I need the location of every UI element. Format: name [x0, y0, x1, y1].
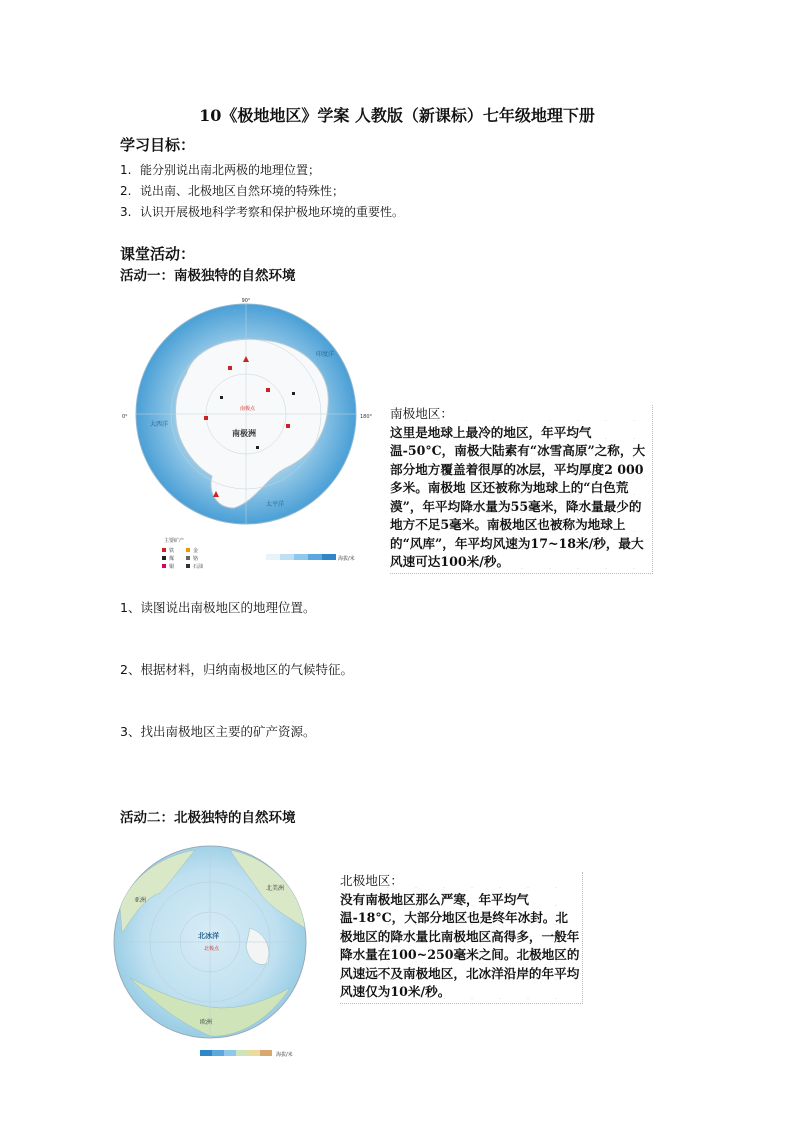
- map-ocean-left: 大西洋: [150, 421, 169, 428]
- svg-text:铁: 铁: [169, 548, 175, 554]
- map-lon-left: 0°: [122, 414, 128, 420]
- map-lon-top: 90°: [241, 298, 251, 304]
- arctic-note-body: 没有南极地区那么严寒，年平均气温-18°C，大部分地区也是终年冰封。北极地区的降水量比南极地区高得多，一般年降水量在100~250毫米之间。北极地区的风速远不及南极地区，北冰洋沿岸的年平均风速仅为10米/秒。: [340, 891, 580, 999]
- svg-text:海拔/米: 海拔/米: [338, 556, 355, 562]
- map-north-pole: 北极点: [204, 946, 220, 952]
- arctic-legend: [200, 1050, 293, 1058]
- arctic-note: [340, 872, 583, 1004]
- svg-text:石油: 石油: [193, 564, 204, 570]
- activities-heading: 课堂活动：: [120, 245, 196, 263]
- question-3: 3、找出南极地区主要的矿产资源。: [120, 724, 316, 739]
- antarctic-note-body: 这里是地球上最冷的地区，年平均气温-50°C，南极大陆素有“冰雪高原”之称，大部分地方覆盖着很厚的冰层，平均厚度2 000多米。南极地 区还被称为地球上的“白色荒漠”，年平均降水量为55毫米，降水量最少的地方不足5毫米。南极地区也被称为地球上的“风库”，年平均风速为17~18米/秒，最大风速可达100米/秒。: [390, 424, 646, 569]
- map-legend: [162, 537, 355, 570]
- map-north-america: 北美洲: [266, 885, 285, 892]
- svg-text:金: 金: [193, 548, 199, 554]
- svg-text:铜: 铜: [169, 564, 175, 570]
- objectives-list: [120, 160, 404, 223]
- map-ocean-bottom: 太平洋: [266, 501, 285, 508]
- map-arctic-ocean: 北冰洋: [198, 932, 219, 940]
- map-continent-label: 南极洲: [232, 429, 256, 438]
- svg-text:海拔/米: 海拔/米: [276, 1052, 293, 1058]
- question-2: 2、根据材料，归纳南极地区的气候特征。: [120, 662, 353, 677]
- objective-item: 2. 说出南、北极地区自然环境的特殊性；: [120, 184, 345, 198]
- objectives-heading: 学习目标：: [120, 136, 196, 154]
- antarctic-note: [390, 405, 653, 574]
- svg-text:主要矿产: 主要矿产: [164, 538, 185, 544]
- objective-item: 1. 能分别说出南北两极的地理位置；: [120, 163, 321, 177]
- antarctica-map: [116, 296, 378, 586]
- map-asia: 亚洲: [134, 897, 147, 904]
- antarctic-note-heading: 南极地区：: [390, 406, 453, 421]
- question-1: 1、读图说出南极地区的地理位置。: [120, 600, 316, 615]
- activity2-heading: 活动二：北极独特的自然环境: [120, 810, 296, 826]
- map-pole-label: 南极点: [240, 406, 256, 412]
- map-ocean-right: 印度洋: [316, 351, 335, 358]
- activity1-heading: 活动一：南极独特的自然环境: [120, 268, 296, 284]
- document-title: 10《极地地区》学案 人教版（新课标）七年级地理下册: [199, 106, 595, 125]
- svg-text:铬: 铬: [193, 556, 199, 562]
- arctic-note-heading: 北极地区：: [340, 873, 403, 888]
- svg-text:煤: 煤: [169, 556, 175, 562]
- arctic-map: [100, 838, 322, 1070]
- map-lon-right: 180°: [360, 414, 373, 420]
- objective-item: 3. 认识开展极地科学考察和保护极地环境的重要性。: [120, 205, 405, 219]
- map-europe: 欧洲: [200, 1019, 213, 1026]
